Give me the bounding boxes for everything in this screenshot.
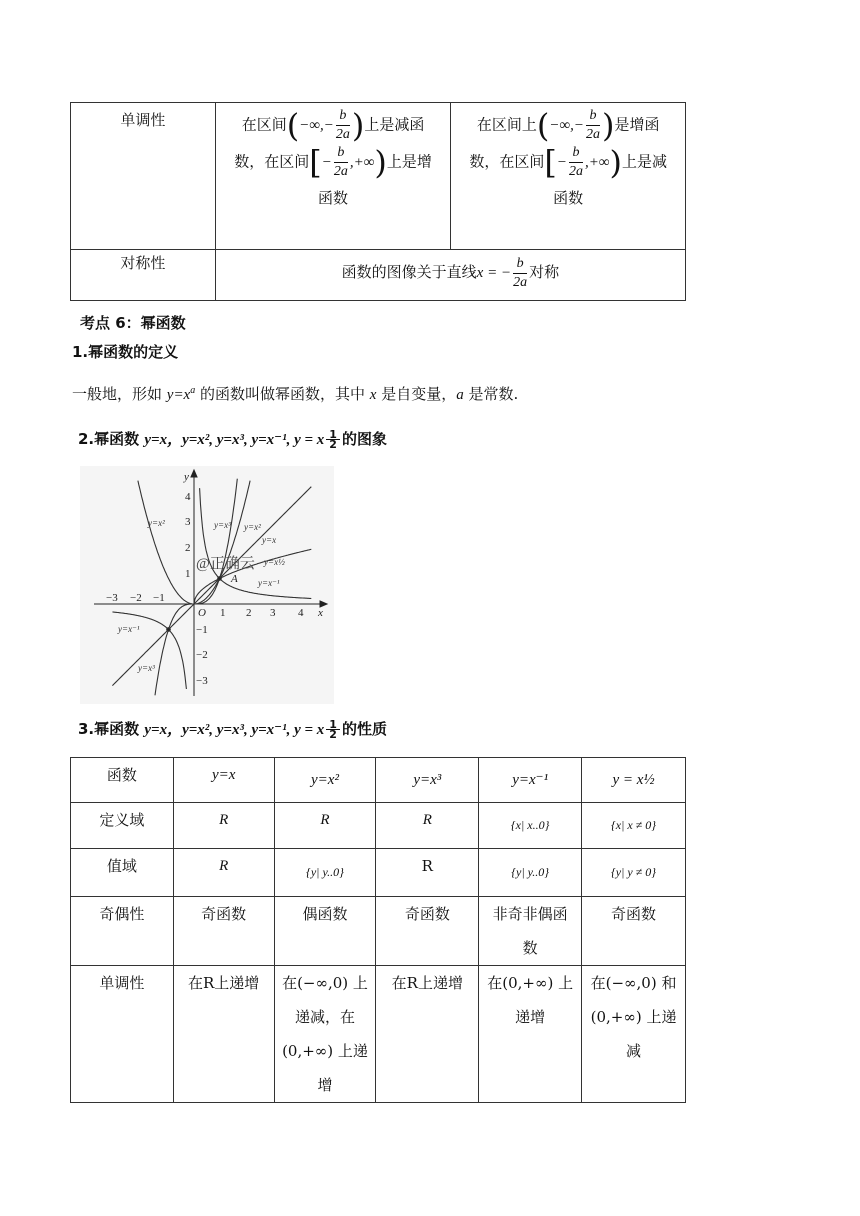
table-cell: {y| y..0} bbox=[274, 849, 376, 897]
table-cell: R bbox=[173, 803, 274, 849]
header-cell: y=x³ bbox=[376, 758, 479, 803]
curve-label: y=x⁻¹ bbox=[258, 578, 280, 588]
table-cell: 在R上递增 bbox=[173, 966, 274, 1103]
y-tick-label: 1 bbox=[185, 568, 191, 580]
axis-y-label: y bbox=[184, 471, 189, 483]
cell-symmetry: 函数的图像关于直线x = − $\frac{b}{2a}$ 对称 bbox=[215, 250, 685, 301]
x-tick-label: −3 bbox=[106, 592, 118, 604]
row-label-range: 值域 bbox=[71, 849, 174, 897]
row-label-monotonicity: 单调性 bbox=[71, 103, 216, 250]
axis-x-label: x bbox=[318, 607, 323, 619]
curve-label: y=x⁻¹ bbox=[118, 624, 140, 634]
table-cell: R bbox=[274, 803, 376, 849]
table-cell: 偶函数 bbox=[274, 897, 376, 966]
definition-paragraph: 一般地，形如 $y=x^a$ 的函数叫做幂函数，其中 x 是自变量，a 是常数. bbox=[72, 385, 519, 403]
point-a-label: A bbox=[231, 573, 238, 585]
fraction: $\frac{b}{2a}$ bbox=[333, 145, 348, 179]
table-row bbox=[71, 966, 686, 1103]
x-tick-label: 2 bbox=[246, 607, 252, 619]
x-tick-label: 1 bbox=[220, 607, 226, 619]
curve-label: y=x³ bbox=[214, 520, 231, 530]
table-cell: 奇函数 bbox=[173, 897, 274, 966]
table-cell: {y| y..0} bbox=[479, 849, 582, 897]
header-cell: y=x² bbox=[274, 758, 376, 803]
table-cell: 在R上递增 bbox=[376, 966, 479, 1103]
table-row bbox=[71, 803, 686, 849]
table-row bbox=[71, 897, 686, 966]
quadratic-properties-table bbox=[70, 102, 686, 301]
point6-title: 考点 6：幂函数 bbox=[80, 314, 186, 332]
watermark: @正确云 bbox=[196, 556, 255, 572]
table-cell: {x| x..0} bbox=[479, 803, 582, 849]
curve-label: y=x² bbox=[244, 522, 261, 532]
table-cell: 奇函数 bbox=[376, 897, 479, 966]
x-tick-label: −2 bbox=[130, 592, 142, 604]
cell-mono-left: 在区间(−∞,− $\frac{b}{2a}$ )上是减函 数，在区间[− $\frac{b}{2a}$ ,+∞)上是增 函数 bbox=[215, 103, 451, 250]
row-label-monotonicity: 单调性 bbox=[71, 966, 174, 1103]
section1-title: 1.幂函数的定义 bbox=[72, 343, 179, 361]
curve-label: y=x³ bbox=[138, 663, 155, 673]
table-cell: R bbox=[173, 849, 274, 897]
power-functions-graph bbox=[80, 466, 334, 704]
table-cell: 在(−∞,0) 和 (0,+∞) 上递 减 bbox=[582, 966, 686, 1103]
y-tick-label: −3 bbox=[196, 675, 208, 687]
section3-title: 3.幂函数 y=x，y=x², y=x³, y=x⁻¹, y = x $\frac{1}{2}$ 的性质 bbox=[78, 718, 387, 741]
table-cell: 奇函数 bbox=[582, 897, 686, 966]
cell-mono-right: 在区间上(−∞,− $\frac{b}{2a}$ )是增函 数，在区间[− $\frac{b}{2a}$ ,+∞)上是减 函数 bbox=[451, 103, 686, 250]
power-function-properties-table bbox=[70, 757, 686, 1103]
row-label-domain: 定义域 bbox=[71, 803, 174, 849]
x-tick-label: 4 bbox=[298, 607, 304, 619]
table-row bbox=[71, 849, 686, 897]
table-cell: R bbox=[376, 849, 479, 897]
x-tick-label: −1 bbox=[153, 592, 165, 604]
y-tick-label: −1 bbox=[196, 624, 208, 636]
fraction: $\frac{b}{2a}$ bbox=[568, 145, 583, 179]
row-label-parity: 奇偶性 bbox=[71, 897, 174, 966]
curve-label: y=x² bbox=[148, 518, 165, 528]
header-cell: y=x⁻¹ bbox=[479, 758, 582, 803]
fraction: $\frac{b}{2a}$ bbox=[513, 255, 528, 290]
origin-label: O bbox=[198, 607, 206, 619]
table-row bbox=[71, 250, 686, 301]
table-row bbox=[71, 103, 686, 250]
row-label-symmetry: 对称性 bbox=[71, 250, 216, 301]
y-tick-label: 2 bbox=[185, 542, 191, 554]
table-cell: {y| y ≠ 0} bbox=[582, 849, 686, 897]
fraction: $\frac{b}{2a}$ bbox=[586, 108, 601, 142]
y-tick-label: 3 bbox=[185, 516, 191, 528]
header-cell: y=x bbox=[173, 758, 274, 803]
table-cell: 在(−∞,0) 上 递减，在 (0,+∞) 上递 增 bbox=[274, 966, 376, 1103]
curve-label: y=x½ bbox=[264, 557, 285, 567]
x-tick-label: 3 bbox=[270, 607, 276, 619]
y-tick-label: −2 bbox=[196, 649, 208, 661]
table-cell: {x| x ≠ 0} bbox=[582, 803, 686, 849]
point-a bbox=[218, 577, 222, 581]
table-cell: 在(0,+∞) 上 递增 bbox=[479, 966, 582, 1103]
header-cell: y = x½ bbox=[582, 758, 686, 803]
table-cell: R bbox=[376, 803, 479, 849]
section2-title: 2.幂函数 y=x，y=x², y=x³, y=x⁻¹, y = x $\frac{1}{2}$ 的图象 bbox=[78, 428, 387, 451]
curve-label: y=x bbox=[262, 535, 277, 545]
point-neg bbox=[167, 628, 171, 632]
table-cell: 非奇非偶函 数 bbox=[479, 897, 582, 966]
y-tick-label: 4 bbox=[185, 491, 191, 503]
header-cell: 函数 bbox=[71, 758, 174, 803]
fraction: $\frac{b}{2a}$ bbox=[335, 108, 350, 142]
table-row bbox=[71, 758, 686, 803]
